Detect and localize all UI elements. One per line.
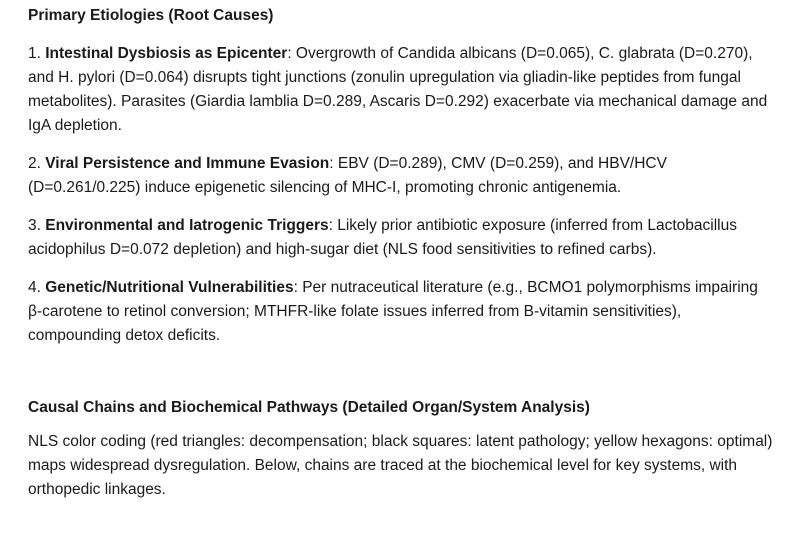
item-title: Environmental and Iatrogenic Triggers [45, 217, 329, 234]
item-text: : EBV (D=0.289), CMV (D=0.259), and HBV/HCV (D=0.261/0.225) induce epigenetic silencing of MHC-I, promoting chronic antigenemia. [28, 155, 667, 196]
list-item-environmental-triggers [28, 214, 774, 262]
item-title: Intestinal Dysbiosis as Epicenter [45, 45, 288, 62]
item-number: 4. [28, 279, 41, 296]
section-heading-primary-etiologies: Primary Etiologies (Root Causes) [28, 7, 274, 24]
list-item-viral-persistence [28, 152, 774, 200]
section-heading-causal-chains: Causal Chains and Biochemical Pathways (Detailed Organ/System Analysis) [28, 399, 590, 416]
item-number: 2. [28, 155, 41, 172]
item-number: 3. [28, 217, 41, 234]
list-item-genetic-vulnerabilities [28, 276, 774, 348]
item-title: Viral Persistence and Immune Evasion [45, 155, 330, 172]
item-text: : Per nutraceutical literature (e.g., BCMO1 polymorphisms impairing β-carotene to retinol conversion; MTHFR-like folate issues inferred from B-vitamin sensitivities), compounding detox deficits. [28, 279, 758, 344]
item-number: 1. [28, 45, 41, 62]
list-item-intestinal-dysbiosis [28, 42, 774, 138]
item-title: Genetic/Nutritional Vulnerabilities [45, 279, 294, 296]
section-body-nls-color-coding: NLS color coding (red triangles: decompensation; black squares: latent pathology; yellow hexagons: optimal) maps widespread dysregulation. Below, chains are traced at the biochemical level for key systems, with orthopedic linkages. [28, 433, 773, 498]
item-text: : Likely prior antibiotic exposure (inferred from Lactobacillus acidophilus D=0.072 depletion) and high-sugar diet (NLS food sensitivities to refined carbs). [28, 217, 737, 258]
item-text: : Overgrowth of Candida albicans (D=0.065), C. glabrata (D=0.270), and H. pylori (D=0.064) disrupts tight junctions (zonulin upregulation via gliadin-like peptides from fungal metabolites). Parasites (Giardia lamblia D=0.289, Ascaris D=0.292) exacerbate via mechanical damage and IgA depletion. [28, 45, 768, 134]
